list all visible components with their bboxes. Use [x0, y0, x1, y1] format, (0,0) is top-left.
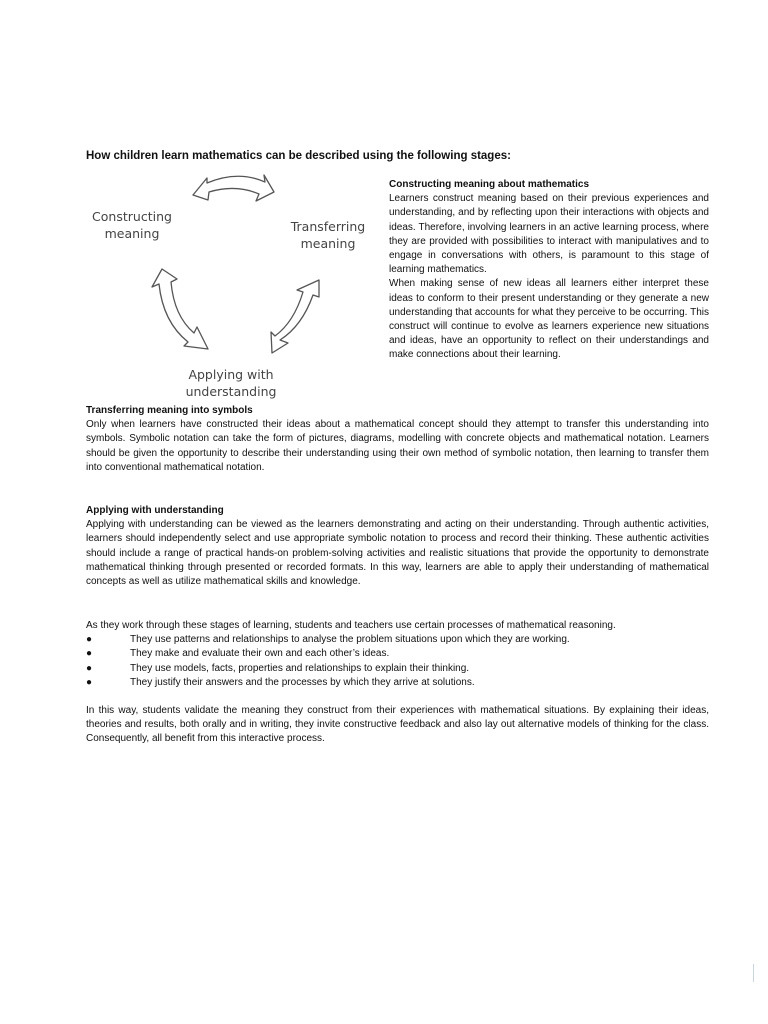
top-double-arrow-icon	[193, 175, 274, 201]
bullet-icon: ●	[86, 662, 93, 674]
list-item: ● They use models, facts, properties and relationships to explain their thinking.	[86, 662, 709, 676]
applying-section	[86, 504, 709, 589]
bullet-icon: ●	[86, 648, 93, 660]
label-transferring-meaning: Transferring meaning	[290, 219, 366, 251]
closing-paragraph: In this way, students validate the meaning they construct from their experiences with mathematical situations. By explaining their ideas, theories and results, both orally and in writing, they invite constructive feedback and also lay out alternative models of thinking for the class. Consequently, all benefit from this interactive process.	[86, 705, 709, 745]
label-applying-with-understanding: Applying with understanding	[185, 367, 277, 399]
constructing-title: Constructing meaning about mathematics	[389, 179, 590, 190]
learning-cycle-diagram	[86, 168, 386, 406]
bullet-icon: ●	[86, 634, 93, 646]
transferring-text: Only when learners have constructed their ideas about a mathematical concept should they attempt to transfer this understanding into symbols. Symbolic notation can take the form of pictures, diagrams, modelling with concrete objects and mathematical notation. Learners should be given the opportunity to describe their understanding using their own method of symbolic notation, then learning to transfer them into conventional mathematical notation.	[86, 419, 709, 473]
list-item: ● They justify their answers and the processes by which they arrive at solutions.	[86, 676, 709, 690]
constructing-paragraph-1: Learners construct meaning based on their previous experiences and understanding, and by reflecting upon their interactions with objects and ideas. Therefore, involving learners in an active learning process, where they are provided with possibilities to interact with manipulatives and to engage in conversations with others, is paramount to this stage of learning mathematics.	[389, 193, 709, 276]
list-item: ● They use patterns and relationships to analyse the problem situations upon which they are working.	[86, 633, 709, 647]
reasoning-section	[86, 619, 709, 690]
transferring-section	[86, 404, 709, 475]
list-item: ● They make and evaluate their own and each other’s ideas.	[86, 647, 709, 661]
right-double-arrow-icon	[271, 280, 319, 353]
constructing-section	[389, 178, 709, 363]
closing-section	[86, 704, 709, 747]
applying-title: Applying with understanding	[86, 505, 224, 516]
applying-text: Applying with understanding can be viewed as the learners demonstrating and acting on their understanding. Through authentic activities, learners should independently select and use appropriate symbolic notation to process and record their thinking. These authentic activities should include a range of practical hands-on problem-solving activities and realistic situations that provide the opportunity to demonstrate mathematical thinking through presented or recorded formats. In this way, learners are able to apply their understanding of mathematical concepts as well as utilize mathematical skills and knowledge.	[86, 519, 709, 588]
constructing-paragraph-2: When making sense of new ideas all learners either interpret these ideas to conform to their present understanding or they generate a new understanding that accounts for what they perceive to be occurring. This construct will continue to evolve as learners experience new situations and ideas, have an opportunity to reflect on their understandings and make connections about their learning.	[389, 278, 709, 361]
bullet-icon: ●	[86, 676, 93, 688]
reasoning-intro: As they work through these stages of learning, students and teachers use certain processes of mathematical reasoning.	[86, 620, 616, 631]
label-constructing-meaning: Constructing meaning	[92, 209, 172, 241]
page-heading: How children learn mathematics can be described using the following stages:	[86, 150, 511, 162]
page-edge-marker	[753, 964, 754, 982]
reasoning-list	[86, 633, 709, 690]
left-double-arrow-icon	[152, 269, 208, 349]
transferring-title: Transferring meaning into symbols	[86, 405, 253, 416]
